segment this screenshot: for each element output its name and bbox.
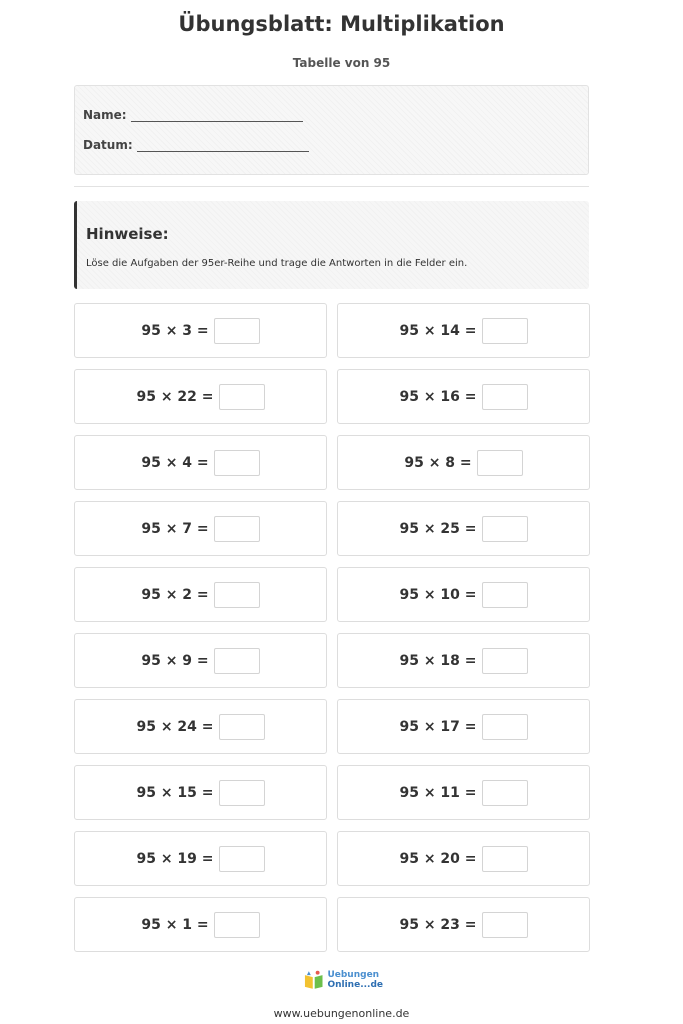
- problem-expression: 95 × 17 =: [399, 718, 477, 735]
- problem-grid: [74, 303, 590, 952]
- problem-expression: 95 × 24 =: [136, 718, 214, 735]
- problem-card: [337, 435, 590, 490]
- problem-expression: 95 × 19 =: [136, 850, 214, 867]
- problem-expression: 95 × 20 =: [399, 850, 477, 867]
- problem-expression: 95 × 15 =: [136, 784, 214, 801]
- problem-expression: 95 × 23 =: [399, 916, 477, 933]
- answer-field[interactable]: [482, 780, 528, 806]
- problem-expression: 95 × 9 =: [141, 652, 209, 669]
- answer-field[interactable]: [219, 384, 265, 410]
- answer-field[interactable]: [214, 582, 260, 608]
- notes-box: [74, 201, 589, 289]
- problem-card: [337, 303, 590, 358]
- problem-card: [337, 897, 590, 952]
- date-field-row: [83, 138, 309, 152]
- problem-card: [74, 369, 327, 424]
- problem-card: [74, 897, 327, 952]
- open-book-icon: [303, 969, 324, 991]
- answer-field[interactable]: [482, 516, 528, 542]
- answer-field[interactable]: [214, 648, 260, 674]
- answer-field[interactable]: [219, 846, 265, 872]
- problem-expression: 95 × 2 =: [141, 586, 209, 603]
- problem-card: [337, 633, 590, 688]
- answer-field[interactable]: [482, 318, 528, 344]
- answer-field[interactable]: [482, 384, 528, 410]
- problem-expression: 95 × 7 =: [141, 520, 209, 537]
- problem-expression: 95 × 25 =: [399, 520, 477, 537]
- problem-expression: 95 × 1 =: [141, 916, 209, 933]
- problem-card: [337, 501, 590, 556]
- problem-card: [74, 699, 327, 754]
- problem-expression: 95 × 4 =: [141, 454, 209, 471]
- problem-card: [74, 831, 327, 886]
- problem-card: [74, 567, 327, 622]
- footer-url[interactable]: www.uebungenonline.de: [273, 1007, 410, 1020]
- answer-field[interactable]: [482, 714, 528, 740]
- answer-field[interactable]: [482, 846, 528, 872]
- answer-field[interactable]: [214, 450, 260, 476]
- answer-field[interactable]: [214, 318, 260, 344]
- student-info-box: [74, 85, 589, 175]
- name-label: Name:: [83, 108, 127, 122]
- logo-line2: Online...de: [327, 980, 383, 990]
- site-logo: [303, 967, 383, 993]
- problem-card: [74, 435, 327, 490]
- answer-field[interactable]: [214, 516, 260, 542]
- answer-field[interactable]: [219, 780, 265, 806]
- section-divider: [74, 186, 589, 187]
- notes-text: Löse die Aufgaben der 95er-Reihe und trage die Antworten in die Felder ein.: [86, 258, 468, 269]
- problem-expression: 95 × 18 =: [399, 652, 477, 669]
- problem-card: [337, 567, 590, 622]
- answer-field[interactable]: [219, 714, 265, 740]
- answer-field[interactable]: [482, 648, 528, 674]
- problem-card: [74, 765, 327, 820]
- date-line[interactable]: [137, 139, 309, 152]
- problem-expression: 95 × 14 =: [399, 322, 477, 339]
- problem-card: [337, 831, 590, 886]
- problem-card: [337, 699, 590, 754]
- problem-expression: 95 × 22 =: [136, 388, 214, 405]
- answer-field[interactable]: [482, 582, 528, 608]
- problem-card: [74, 633, 327, 688]
- problem-card: [74, 303, 327, 358]
- answer-field[interactable]: [214, 912, 260, 938]
- logo-line1: Uebungen: [327, 970, 380, 980]
- page-title: Übungsblatt: Multiplikation: [178, 12, 505, 36]
- name-line[interactable]: [131, 109, 303, 122]
- notes-heading: Hinweise:: [86, 225, 169, 243]
- problem-expression: 95 × 16 =: [399, 388, 477, 405]
- problem-expression: 95 × 3 =: [141, 322, 209, 339]
- date-label: Datum:: [83, 138, 133, 152]
- problem-expression: 95 × 11 =: [399, 784, 477, 801]
- answer-field[interactable]: [482, 912, 528, 938]
- name-field-row: [83, 108, 303, 122]
- problem-expression: 95 × 10 =: [399, 586, 477, 603]
- problem-card: [74, 501, 327, 556]
- problem-card: [337, 765, 590, 820]
- page-subtitle: Tabelle von 95: [292, 56, 391, 70]
- problem-card: [337, 369, 590, 424]
- problem-expression: 95 × 8 =: [404, 454, 472, 471]
- answer-field[interactable]: [477, 450, 523, 476]
